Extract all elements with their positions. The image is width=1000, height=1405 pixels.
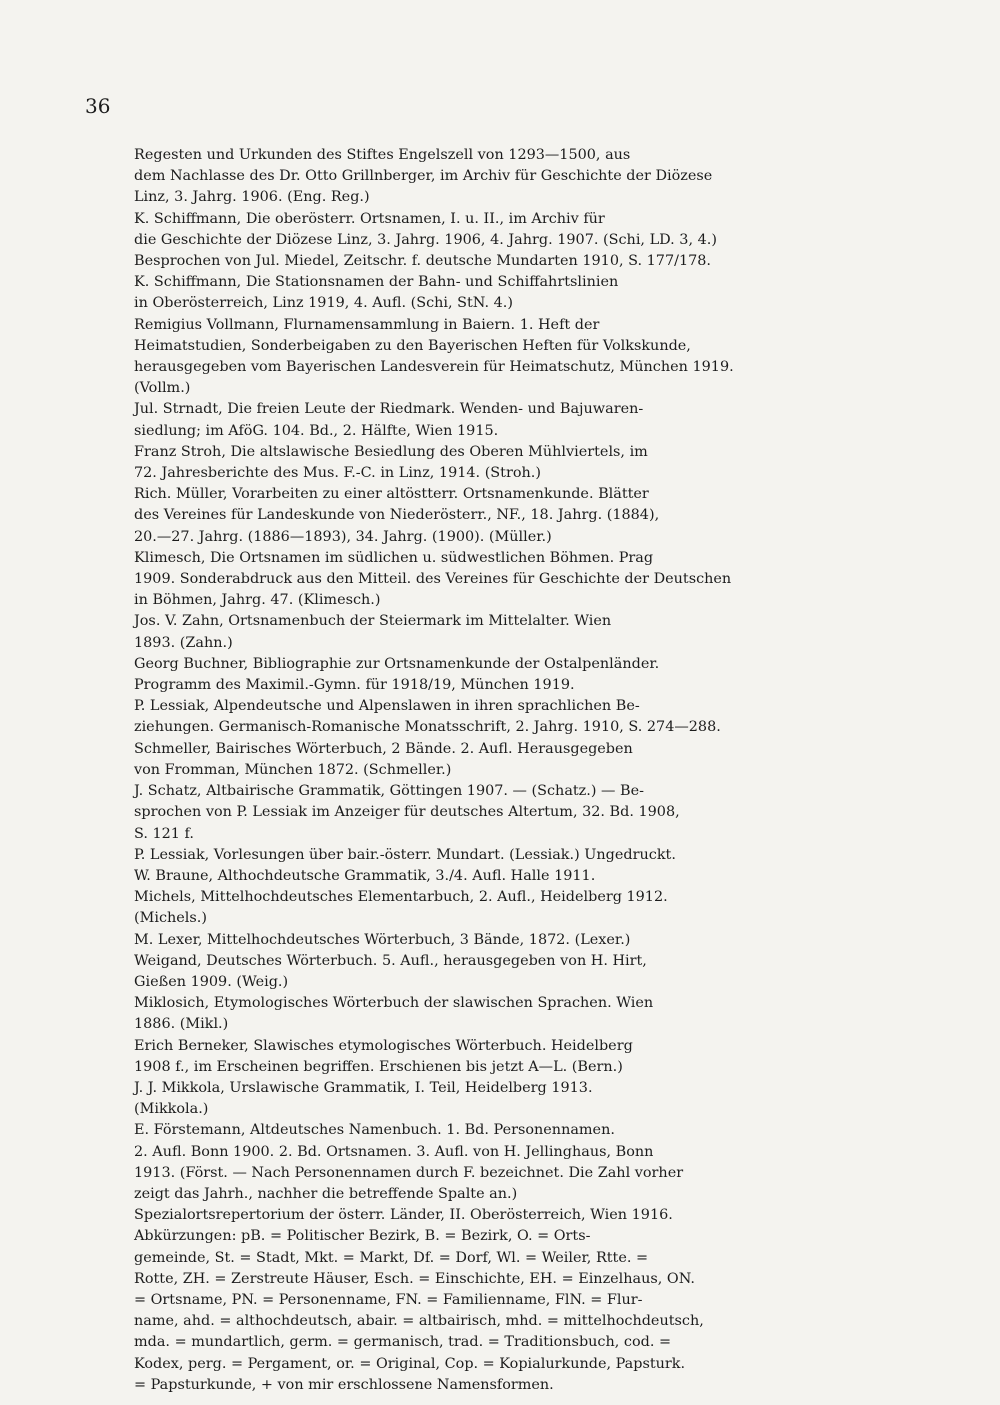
entry-line: Erich Berneker, Slawisches etymologisches Wörterbuch. Heidelberg (134, 1037, 633, 1054)
entry-line: von Fromman, München 1872. (Schmeller.) (134, 761, 452, 778)
entry-line: herausgegeben vom Bayerischen Landesverein für Heimatschutz, München 1919. (134, 359, 734, 376)
bibliography-entry (82, 272, 882, 314)
bibliography-entry (82, 739, 882, 781)
bibliography-entry (82, 1078, 882, 1120)
entry-line: Jul. Strnadt, Die freien Leute der Riedmark. Wenden- und Bajuwaren- (134, 401, 644, 418)
entry-line: ziehungen. Germanisch-Romanische Monatsschrift, 2. Jahrg. 1910, S. 274—288. (134, 719, 721, 736)
bibliography-entry (82, 781, 882, 845)
entry-line: S. 121 f. (134, 825, 194, 842)
entry-line: = Papsturkunde, + von mir erschlossene Namensformen. (134, 1376, 554, 1393)
entry-line: Rotte, ZH. = Zerstreute Häuser, Esch. = Einschichte, EH. = Einzelhaus, ON. (134, 1270, 695, 1287)
bibliography-entry (82, 1226, 882, 1396)
bibliography-entry (82, 654, 882, 696)
entry-line: zeigt das Jahrh., nachher die betreffende Spalte an.) (134, 1185, 518, 1202)
entry-line: J. Schatz, Altbairische Grammatik, Göttingen 1907. — (Schatz.) — Be- (134, 783, 644, 800)
entry-line: Schmeller, Bairisches Wörterbuch, 2 Bände. 2. Aufl. Herausgegeben (134, 740, 633, 757)
bibliography-entry (82, 484, 882, 548)
entry-line: sprochen von P. Lessiak im Anzeiger für deutsches Altertum, 32. Bd. 1908, (134, 804, 680, 821)
entry-line: Miklosich, Etymologisches Wörterbuch der slawischen Sprachen. Wien (134, 995, 654, 1012)
entry-line: in Böhmen, Jahrg. 47. (Klimesch.) (134, 592, 381, 609)
entry-line: des Vereines für Landeskunde von Niederösterr., NF., 18. Jahrg. (1884), (134, 507, 660, 524)
entry-line: 72. Jahresberichte des Mus. F.-C. in Linz, 1914. (Stroh.) (134, 465, 541, 482)
entry-line: P. Lessiak, Alpendeutsche und Alpenslawen in ihren sprachlichen Be- (134, 698, 640, 715)
entry-line: 1909. Sonderabdruck aus den Mitteil. des Vereines für Geschichte der Deutschen (134, 571, 732, 588)
entry-line: K. Schiffmann, Die Stationsnamen der Bahn- und Schiffahrtslinien (134, 274, 619, 291)
entry-line: E. Förstemann, Altdeutsches Namenbuch. 1. Bd. Personennamen. (134, 1122, 615, 1139)
bibliography-entry (82, 887, 882, 929)
entry-line: Rich. Müller, Vorarbeiten zu einer altöstterr. Ortsnamenkunde. Blätter (134, 486, 649, 503)
entry-line: (Vollm.) (134, 380, 191, 397)
entry-line: J. J. Mikkola, Urslawische Grammatik, I. Teil, Heidelberg 1913. (134, 1079, 593, 1096)
entry-line: 2. Aufl. Bonn 1900. 2. Bd. Ortsnamen. 3. Aufl. von H. Jellinghaus, Bonn (134, 1143, 654, 1160)
bibliography-entry (82, 209, 882, 273)
entry-line: P. Lessiak, Vorlesungen über bair.-österr. Mundart. (Lessiak.) Ungedruckt. (134, 846, 676, 863)
entry-line: 1913. (Först. — Nach Personennamen durch F. bezeichnet. Die Zahl vorher (134, 1164, 684, 1181)
entry-line: Weigand, Deutsches Wörterbuch. 5. Aufl., herausgegeben von H. Hirt, (134, 952, 647, 969)
bibliography-entry (82, 1205, 882, 1226)
bibliography-entry (82, 845, 882, 866)
entry-line: 20.—27. Jahrg. (1886—1893), 34. Jahrg. (1900). (Müller.) (134, 528, 552, 545)
page-number: 36 (85, 94, 111, 118)
entry-line: W. Braune, Althochdeutsche Grammatik, 3./4. Aufl. Halle 1911. (134, 867, 596, 884)
entry-line: dem Nachlasse des Dr. Otto Grillnberger, im Archiv für Geschichte der Diözese (134, 168, 713, 185)
entry-line: siedlung; im AföG. 104. Bd., 2. Hälfte, Wien 1915. (134, 422, 499, 439)
entry-line: Gießen 1909. (Weig.) (134, 973, 289, 990)
entry-line: (Michels.) (134, 910, 207, 927)
entry-line: Programm des Maximil.-Gymn. für 1918/19, München 1919. (134, 677, 575, 694)
entry-line: = Ortsname, PN. = Personenname, FN. = Familienname, FlN. = Flur- (134, 1291, 643, 1308)
entry-line: Michels, Mittelhochdeutsches Elementarbuch, 2. Aufl., Heidelberg 1912. (134, 889, 668, 906)
entry-line: Jos. V. Zahn, Ortsnamenbuch der Steiermark im Mittelalter. Wien (134, 613, 612, 630)
bibliography-entry (82, 866, 882, 887)
bibliography-entry (82, 315, 882, 400)
entry-line: mda. = mundartlich, germ. = germanisch, trad. = Traditionsbuch, cod. = (134, 1334, 672, 1351)
bibliography-entry (82, 399, 882, 441)
entry-line: Georg Buchner, Bibliographie zur Ortsnamenkunde der Ostalpenländer. (134, 655, 660, 672)
entry-line: Klimesch, Die Ortsnamen im südlichen u. südwestlichen Böhmen. Prag (134, 549, 654, 566)
entry-line: name, ahd. = althochdeutsch, abair. = altbairisch, mhd. = mittelhochdeutsch, (134, 1313, 704, 1330)
entry-line: 1893. (Zahn.) (134, 634, 233, 651)
bibliography-entry (82, 1120, 882, 1205)
entry-line: (Mikkola.) (134, 1101, 209, 1118)
bibliography-entry (82, 548, 882, 612)
bibliography-entry (82, 696, 882, 738)
entry-line: Heimatstudien, Sonderbeigaben zu den Bayerischen Heften für Volkskunde, (134, 337, 691, 354)
bibliography-entry (82, 1036, 882, 1078)
bibliography-entry (82, 993, 882, 1035)
entry-line: Remigius Vollmann, Flurnamensammlung in Baiern. 1. Heft der (134, 316, 600, 333)
entry-line: gemeinde, St. = Stadt, Mkt. = Markt, Df. = Dorf, Wl. = Weiler, Rtte. = (134, 1249, 649, 1266)
entry-line: 1886. (Mikl.) (134, 1016, 229, 1033)
entry-line: M. Lexer, Mittelhochdeutsches Wörterbuch, 3 Bände, 1872. (Lexer.) (134, 931, 631, 948)
entry-line: Besprochen von Jul. Miedel, Zeitschr. f. deutsche Mundarten 1910, S. 177/178. (134, 253, 711, 270)
bibliography-entry (82, 930, 882, 951)
entry-line: Franz Stroh, Die altslawische Besiedlung des Oberen Mühlviertels, im (134, 443, 648, 460)
entry-line: Spezialortsrepertorium der österr. Länder, II. Oberösterreich, Wien 1916. (134, 1207, 673, 1224)
entry-line: Regesten und Urkunden des Stiftes Engelszell von 1293—1500, aus (134, 147, 631, 163)
bibliography-entry (82, 442, 882, 484)
bibliography-entry (82, 951, 882, 993)
entry-line: Linz, 3. Jahrg. 1906. (Eng. Reg.) (134, 189, 370, 206)
entry-line: Kodex, perg. = Pergament, or. = Original, Cop. = Kopialurkunde, Papsturk. (134, 1355, 686, 1372)
bibliography-entry (82, 611, 882, 653)
entry-line: 1908 f., im Erscheinen begriffen. Erschienen bis jetzt A—L. (Bern.) (134, 1058, 623, 1075)
entry-line: Abkürzungen: pB. = Politischer Bezirk, B. = Bezirk, O. = Orts- (134, 1228, 591, 1245)
bibliography-entry (82, 145, 882, 209)
entry-line: die Geschichte der Diözese Linz, 3. Jahrg. 1906, 4. Jahrg. 1907. (Schi, LD. 3, 4.) (134, 231, 717, 248)
entry-line: in Oberösterreich, Linz 1919, 4. Aufl. (Schi, StN. 4.) (134, 295, 513, 312)
bibliography-list (82, 145, 882, 1396)
entry-line: K. Schiffmann, Die oberösterr. Ortsnamen, I. u. II., im Archiv für (134, 210, 605, 227)
